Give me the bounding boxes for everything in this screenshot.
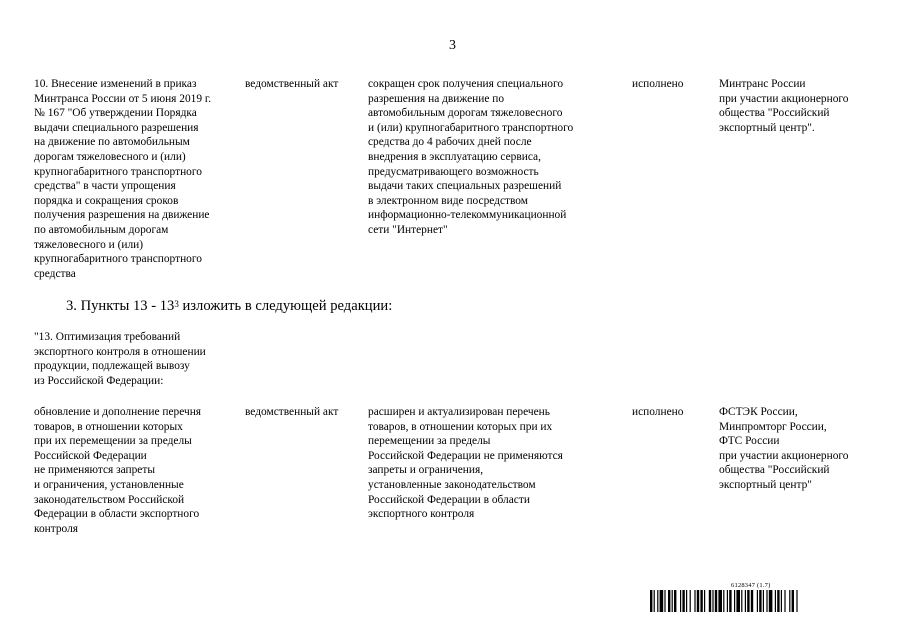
barcode-number: 6128347 (1.7) bbox=[731, 582, 771, 589]
row13-measure-cell: обновление и дополнение перечня товаров, в отношении которых при их перемещении за пределы Российской Федерации не применяются запреты и ограничения, установленные законодательством Российской Федерации в области экспортного контроля bbox=[34, 406, 202, 535]
row13-status-cell: исполнено bbox=[632, 406, 684, 418]
page-number: 3 bbox=[449, 38, 456, 53]
row13-result-cell: расширен и актуализирован перечень товаров, в отношении которых при их перемещении за пределы Российской Федерации не применяются запреты и ограничения, установленные законодательством Российской Федерации в области экспортного контроля bbox=[368, 406, 563, 521]
amendment-paragraph bbox=[66, 297, 392, 315]
amendment-paragraph-prefix: 3. Пункты 13 - 13 bbox=[66, 298, 175, 314]
section-13-heading: "13. Оптимизация требований экспортного контроля в отношении продукции, подлежащей вывозу из Российской Федерации: bbox=[34, 331, 206, 387]
row10-status-cell: исполнено bbox=[632, 78, 684, 90]
row10-document-type-cell: ведомственный акт bbox=[245, 78, 339, 90]
amendment-paragraph-suffix: изложить в следующей редакции: bbox=[178, 298, 393, 314]
barcode-image bbox=[650, 590, 860, 612]
amendment-paragraph-superscript: 3 bbox=[174, 299, 179, 309]
row10-result-cell: сокращен срок получения специального разрешения на движение по автомобильным дорогам тяжеловесного и (или) крупногабаритного транспортного средства до 4 рабочих дней после внедрения в эксплуатацию сервиса, предусматривающего возможность выдачи таких специальных разрешений в электронном виде посредством информационно-телекоммуникационной сети "Интернет" bbox=[368, 78, 574, 236]
row13-responsible-cell: ФСТЭК России, Минпромторг России, ФТС России при участии акционерного общества "Российский экспортный центр" bbox=[719, 406, 849, 491]
row13-document-type-cell: ведомственный акт bbox=[245, 406, 339, 418]
row10-measure-cell: 10. Внесение изменений в приказ Минтранса России от 5 июня 2019 г. № 167 "Об утверждении Порядка выдачи специального разрешения на движение по автомобильным дорогам тяжеловесного и (или) крупногабаритного транспортного средства" в части упрощения порядка и сокращения сроков получения разрешения на движение по автомобильным дорогам тяжеловесного и (или) крупногабаритного транспортного средства bbox=[34, 78, 212, 280]
row10-responsible-cell: Минтранс России при участии акционерного общества "Российский экспортный центр". bbox=[719, 78, 849, 134]
